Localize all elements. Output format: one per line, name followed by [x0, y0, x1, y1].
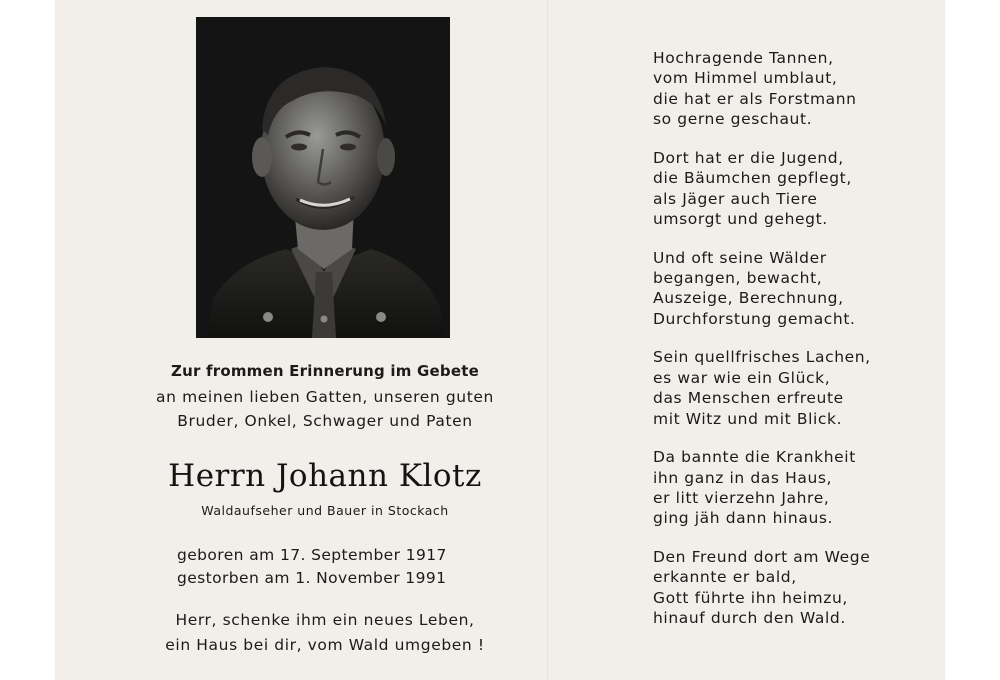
- poem-line: mit Witz und mit Blick.: [653, 409, 843, 428]
- poem-line: erkannte er bald,: [653, 568, 797, 587]
- portrait-image: [196, 17, 450, 338]
- deceased-name: Herrn Johann Klotz: [168, 458, 482, 494]
- poem-stanza: [653, 447, 953, 529]
- poem-line: Dort hat er die Jugend,: [653, 148, 844, 167]
- poem-line: Hochragende Tannen,: [653, 49, 834, 67]
- poem-line: ging jäh dann hinaus.: [653, 509, 834, 528]
- poem: [653, 48, 953, 647]
- poem-line: er litt vierzehn Jahre,: [653, 489, 830, 508]
- poem-line: als Jäger auch Tiere: [653, 189, 818, 208]
- dedication-line: an meinen lieben Gatten, unseren guten: [156, 388, 494, 406]
- poem-line: ihn ganz in das Haus,: [653, 468, 833, 487]
- poem-stanza: [653, 347, 953, 429]
- poem-line: hinauf durch den Wald.: [653, 609, 846, 628]
- poem-line: Durchforstung gemacht.: [653, 309, 856, 328]
- occupation-line: Waldaufseher und Bauer in Stockach: [201, 503, 449, 518]
- poem-line: Gott führte ihn heimzu,: [653, 588, 848, 607]
- poem-line: Den Freund dort am Wege: [653, 548, 871, 567]
- poem-stanza: [653, 48, 953, 130]
- memorial-card: [55, 0, 945, 680]
- poem-stanza: [653, 248, 953, 330]
- portrait-photo: [196, 17, 450, 338]
- poem-line: so gerne geschaut.: [653, 110, 813, 129]
- poem-line: Da bannte die Krankheit: [653, 448, 856, 467]
- poem-stanza: [653, 148, 953, 230]
- poem-line: die Bäumchen gepflegt,: [653, 169, 852, 188]
- poem-line: die hat er als Forstmann: [653, 89, 857, 108]
- death-date-line: gestorben am 1. November 1991: [177, 569, 447, 587]
- card-fold: [547, 0, 549, 680]
- poem-line: Und oft seine Wälder: [653, 248, 827, 267]
- poem-line: begangen, bewacht,: [653, 269, 823, 288]
- blessing-line: ein Haus bei dir, vom Wald umgeben !: [165, 636, 485, 654]
- blessing-line: Herr, schenke ihm ein neues Leben,: [175, 611, 475, 629]
- poem-stanza: [653, 547, 953, 629]
- poem-line: Sein quellfrisches Lachen,: [653, 348, 871, 367]
- poem-line: vom Himmel umblaut,: [653, 69, 838, 88]
- dedication-title: Zur frommen Erinnerung im Gebete: [171, 362, 479, 380]
- poem-line: es war wie ein Glück,: [653, 368, 831, 387]
- poem-line: das Menschen erfreute: [653, 389, 844, 408]
- poem-line: umsorgt und gehegt.: [653, 210, 828, 229]
- poem-line: Auszeige, Berechnung,: [653, 289, 844, 308]
- birth-date-line: geboren am 17. September 1917: [177, 546, 447, 564]
- dedication-line: Bruder, Onkel, Schwager und Paten: [177, 412, 473, 430]
